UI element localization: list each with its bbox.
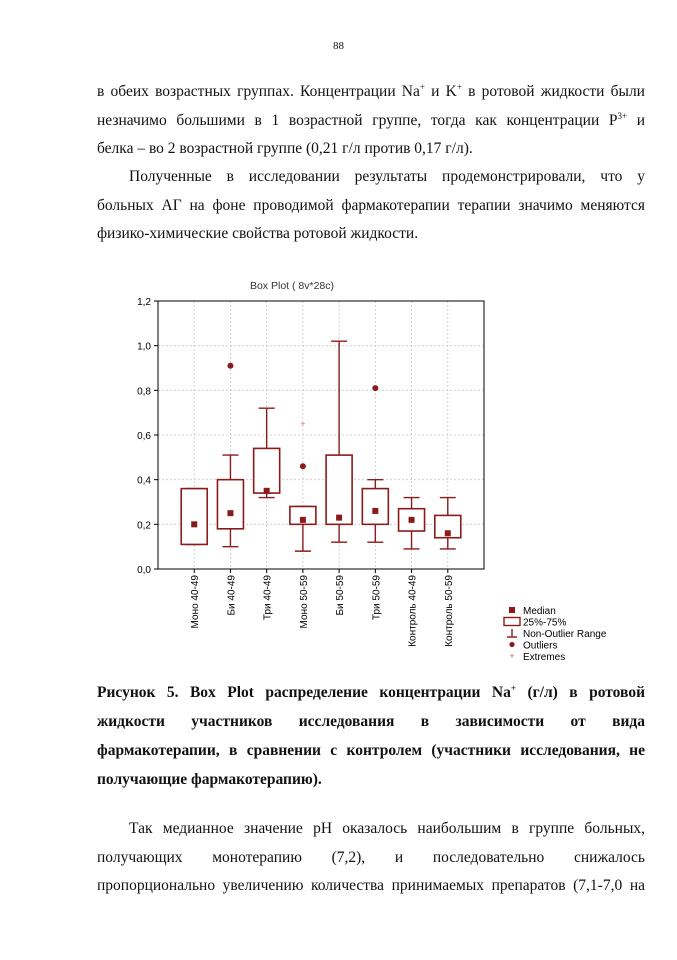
legend-outlier-symbol xyxy=(509,642,514,647)
extreme-point: + xyxy=(300,418,306,429)
legend-median-symbol xyxy=(509,607,515,613)
caption-line-2: жидкости участников исследования в зависимости от вида xyxy=(97,713,645,730)
median-marker xyxy=(191,521,197,527)
paragraph-2-line-1: Полученные в исследовании результаты продемонстрировали, что у xyxy=(129,168,645,185)
box-group xyxy=(326,341,352,542)
x-tick-label: Би 40-49 xyxy=(226,575,238,616)
x-tick-label: Контроль 40-49 xyxy=(407,575,419,647)
paragraph-1-line-2: незначимо большими в 1 возрастной группе, тогда как концентрации $P^{3+}$ и xyxy=(97,110,646,129)
box-group xyxy=(181,489,207,545)
paragraph-2-line-3: физико-химические свойства ротовой жидкости. xyxy=(97,225,419,243)
median-marker xyxy=(409,517,415,523)
y-tick-label: 0,6 xyxy=(137,431,151,442)
outlier-point xyxy=(372,385,378,391)
y-tick-label: 0,0 xyxy=(137,565,151,576)
x-tick-label: Три 40-49 xyxy=(262,575,274,621)
median-marker xyxy=(336,515,342,521)
x-tick-label: Моно 50-59 xyxy=(298,575,310,629)
legend-extreme-symbol: + xyxy=(509,651,515,661)
x-tick-label: Контроль 50-59 xyxy=(443,575,455,647)
median-marker xyxy=(300,517,306,523)
box-iqr xyxy=(362,489,388,525)
paragraph-3-line-2: получающих монотерапию (7,2), и последовательно снижалось xyxy=(97,848,645,866)
box-group xyxy=(254,408,280,497)
x-tick-label: Три 50-59 xyxy=(371,575,383,621)
page-number: 88 xyxy=(333,40,344,52)
median-marker xyxy=(264,488,270,494)
median-marker xyxy=(372,508,378,514)
box-group xyxy=(362,385,388,542)
legend-label: Extremes xyxy=(523,652,566,663)
box-iqr xyxy=(326,455,352,524)
caption-line-4: получающие фармакотерапию). xyxy=(97,771,322,788)
paragraph-3-line-3: пропорционально увеличению количества принимаемых препаратов (7,1-7,0 на xyxy=(97,877,645,895)
caption-line-1: Рисунок 5. Box Plot распределение концентрации Na+ (г/л) в ротовой xyxy=(97,683,645,701)
x-tick-label: Би 50-59 xyxy=(335,575,347,616)
legend-label: 25%-75% xyxy=(523,617,567,629)
y-tick-label: 0,4 xyxy=(137,475,151,487)
caption-line-3: фармакотерапии, в сравнении с контролем (участники исследования, не xyxy=(97,742,645,759)
box-iqr xyxy=(181,489,207,545)
chart-legend xyxy=(504,606,607,663)
paragraph-3 xyxy=(97,815,645,901)
paragraph-1-line-1: в обеих возрастных группах. Концентрации Na+ и K+ в ротовой жидкости были xyxy=(97,82,645,100)
box-group xyxy=(399,498,425,549)
paragraph-3-line-1: Так медианное значение pH оказалось наибольшим в группе больных, xyxy=(129,820,645,837)
y-tick-label: 1,2 xyxy=(137,297,151,308)
median-marker xyxy=(445,530,451,536)
y-tick-label: 0,8 xyxy=(137,386,151,398)
median-marker xyxy=(227,510,233,516)
y-tick-label: 1,0 xyxy=(137,341,151,353)
box-group xyxy=(435,498,461,549)
paragraph-2-line-2: больных АГ на фоне проводимой фармакотерапии терапии значимо меняются xyxy=(97,196,645,214)
legend-label: Outliers xyxy=(523,640,558,652)
legend-label: Median xyxy=(523,606,556,617)
box-iqr xyxy=(254,448,280,493)
legend-box-symbol xyxy=(504,618,520,626)
chart-boxes xyxy=(181,341,461,551)
figure-caption xyxy=(97,678,645,794)
chart-axes xyxy=(137,297,484,647)
box-iqr xyxy=(217,480,243,529)
x-tick-label: Моно 40-49 xyxy=(190,575,202,629)
y-tick-label: 0,2 xyxy=(137,520,151,532)
outlier-point xyxy=(300,463,306,469)
legend-label: Non-Outlier Range xyxy=(523,629,607,640)
paragraph-1-line-3: белка – во 2 возрастной группе (0,21 г/л против 0,17 г/л). xyxy=(97,140,473,158)
chart-title: Box Plot ( 8v*28c) xyxy=(249,280,335,292)
outlier-point xyxy=(227,363,233,369)
